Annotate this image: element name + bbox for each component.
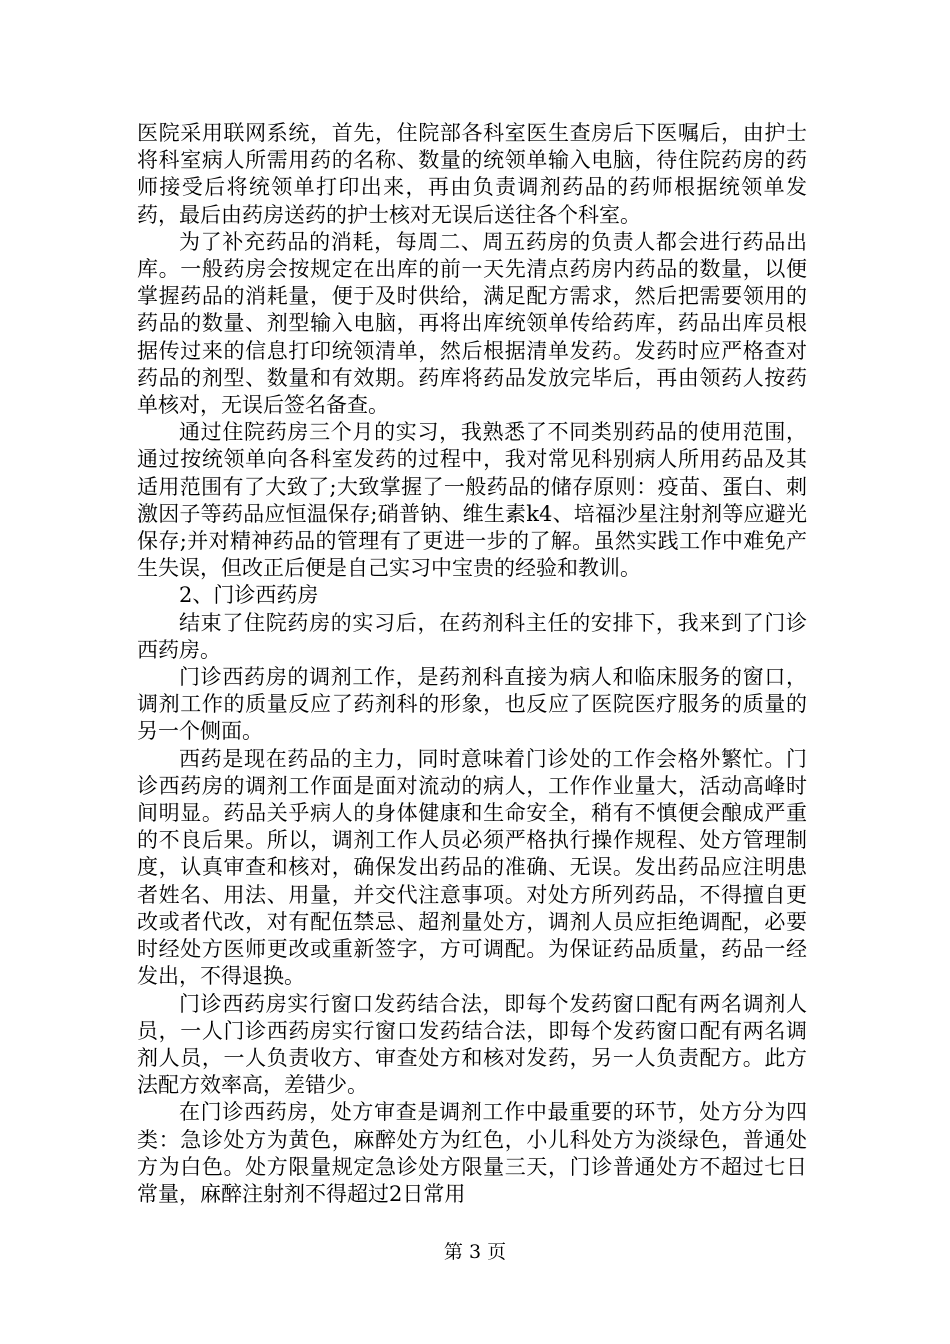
paragraph-7: 门诊西药房实行窗口发药结合法，即每个发药窗口配有两名调剂人员，一人门诊西药房实行窗口发药结合法，即每个发药窗口配有两名调剂人员，一人负责收方、审查处方和核对发药，另一人负责配方。此方法配方效率高，差错少。 (137, 991, 807, 1098)
section-heading-outpatient-pharmacy: 2、门诊西药房 (179, 583, 319, 608)
paragraph-5: 门诊西药房的调剂工作，是药剂科直接为病人和临床服务的窗口，调剂工作的质量反应了药剂科的形象，也反应了医院医疗服务的质量的另一个侧面。 (137, 665, 807, 744)
paragraph-3: 通过住院药房三个月的实习，我熟悉了不同类别药品的使用范围，通过按统领单向各科室发药的过程中，我对常见科别病人所用药品及其适用范围有了大致了;大致掌握了一般药品的储存原则：疫苗、蛋白、刺激因子等药品应恒温保存;硝普钠、维生素k4、培福沙星注射剂等应避光保存;并对精神药品的管理有了更进一步的了解。虽然实践工作中难免产生失误，但改正后便是自己实习中宝贵的经验和教训。 (137, 420, 807, 581)
page-number-footer: 第 3 页 (443, 1241, 507, 1263)
document-body (137, 120, 807, 1240)
paragraph-8: 在门诊西药房，处方审查是调剂工作中最重要的环节，处方分为四类：急诊处方为黄色，麻醉处方为红色，小儿科处方为淡绿色，普通处方为白色。处方限量规定急诊处方限量三天，门诊普通处方不超过七日常量，麻醉注射剂不得超过2日常用 (137, 1100, 807, 1206)
paragraph-4: 结束了住院药房的实习后，在药剂科主任的安排下，我来到了门诊西药房。 (137, 610, 807, 662)
paragraph-2: 为了补充药品的消耗，每周二、周五药房的负责人都会进行药品出库。一般药房会按规定在出库的前一天先清点药房内药品的数量，以便掌握药品的消耗量，便于及时供给，满足配方需求，然后把需要领用的药品的数量、剂型输入电脑，再将出库统领单传给药库，药品出库员根据传过来的信息打印统领清单，然后根据清单发药。发药时应严格查对药品的剂型、数量和有效期。药库将药品发放完毕后，再由领药人按药单核对，无误后签名备查。 (137, 229, 807, 418)
paragraph-6: 西药是现在药品的主力，同时意味着门诊处的工作会格外繁忙。门诊西药房的调剂工作面是面对流动的病人，工作作业量大，活动高峰时间明显。药品关乎病人的身体健康和生命安全，稍有不慎便会酿成严重的不良后果。所以，调剂工作人员必须严格执行操作规程、处方管理制度，认真审查和核对，确保发出药品的准确、无误。发出药品应注明患者姓名、用法、用量，并交代注意事项。对处方所列药品，不得擅自更改或者代改，对有配伍禁忌、超剂量处方，调剂人员应拒绝调配，必要时经处方医师更改或重新签字，方可调配。为保证药品质量，药品一经发出，不得退换。 (137, 746, 807, 989)
paragraph-1: 医院采用联网系统，首先，住院部各科室医生查房后下医嘱后，由护士将科室病人所需用药的名称、数量的统领单输入电脑，待住院药房的药师接受后将统领单打印出来，再由负责调剂药品的药师根据统领单发药，最后由药房送药的护士核对无误后送往各个科室。 (137, 121, 807, 227)
